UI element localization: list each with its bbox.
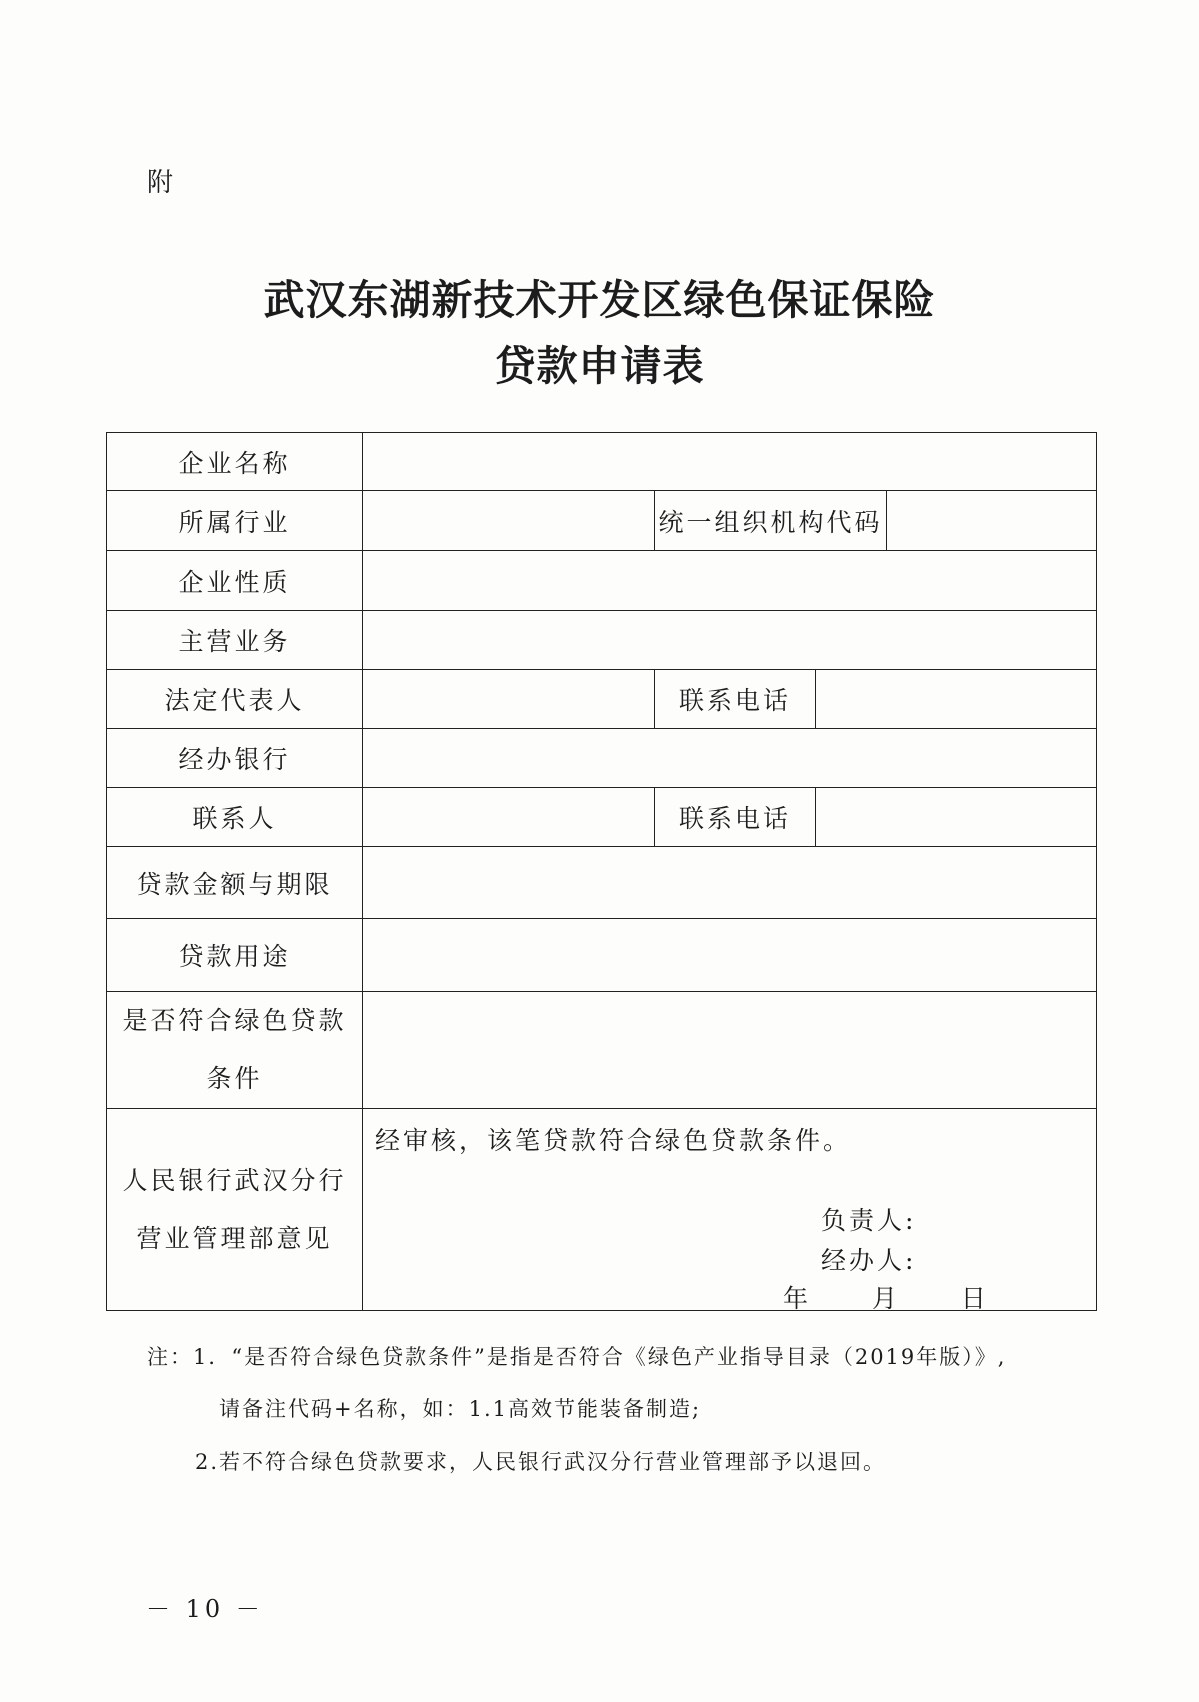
phone-field-2[interactable] [816, 788, 1097, 847]
note-line-1: 注：1．“是否符合绿色贷款条件”是指是否符合《绿色产业指导目录（2019年版）》, [147, 1345, 1007, 1369]
company-name-label: 企业名称 [107, 433, 363, 491]
bank-field[interactable] [363, 729, 1097, 788]
annex-label: 附 [147, 168, 174, 198]
pboc-opinion-label-line2: 营业管理部意见 [136, 1223, 333, 1253]
note-line-3: 2.若不符合绿色贷款要求，人民银行武汉分行营业管理部予以退回。 [195, 1450, 887, 1474]
company-nature-label: 企业性质 [107, 551, 363, 611]
green-condition-field[interactable] [363, 992, 1097, 1109]
bank-label: 经办银行 [107, 729, 363, 788]
company-nature-field[interactable] [363, 551, 1097, 611]
pboc-opinion-label [107, 1109, 363, 1311]
org-code-label: 统一组织机构代码 [655, 491, 887, 551]
note-line-2: 请备注代码+名称，如：1.1高效节能装备制造; [219, 1397, 702, 1421]
loan-purpose-label: 贷款用途 [107, 919, 363, 992]
main-business-label: 主营业务 [107, 611, 363, 670]
org-code-field[interactable] [887, 491, 1097, 551]
company-name-field[interactable] [363, 433, 1097, 491]
handler-label: 经办人: [821, 1246, 917, 1275]
form-title-line1: 武汉东湖新技术开发区绿色保证保险 [263, 276, 936, 324]
phone-label-1: 联系电话 [655, 670, 816, 729]
responsible-person-label: 负责人: [821, 1206, 917, 1235]
industry-label: 所属行业 [107, 491, 363, 551]
opinion-text: 经审核，该笔贷款符合绿色贷款条件。 [375, 1126, 852, 1155]
loan-amount-term-label: 贷款金额与期限 [107, 847, 363, 919]
industry-field[interactable] [363, 491, 655, 551]
green-condition-label-line1: 是否符合绿色贷款 [122, 1006, 347, 1035]
legal-rep-field[interactable] [363, 670, 655, 729]
date-line: 年 月 日 [783, 1284, 989, 1313]
form-title-line2: 贷款申请表 [494, 342, 705, 390]
loan-application-table [106, 432, 1097, 1311]
legal-rep-label: 法定代表人 [107, 670, 363, 729]
loan-purpose-field[interactable] [363, 919, 1097, 992]
pboc-opinion-cell [363, 1109, 1097, 1311]
contact-label: 联系人 [107, 788, 363, 847]
page-number: － 10 － [146, 1595, 264, 1623]
green-condition-label [107, 992, 363, 1109]
loan-amount-term-field[interactable] [363, 847, 1097, 919]
phone-label-2: 联系电话 [655, 788, 816, 847]
main-business-field[interactable] [363, 611, 1097, 670]
contact-field[interactable] [363, 788, 655, 847]
phone-field-1[interactable] [816, 670, 1097, 729]
pboc-opinion-label-line1: 人民银行武汉分行 [122, 1165, 347, 1195]
green-condition-label-line2: 条件 [206, 1064, 263, 1093]
